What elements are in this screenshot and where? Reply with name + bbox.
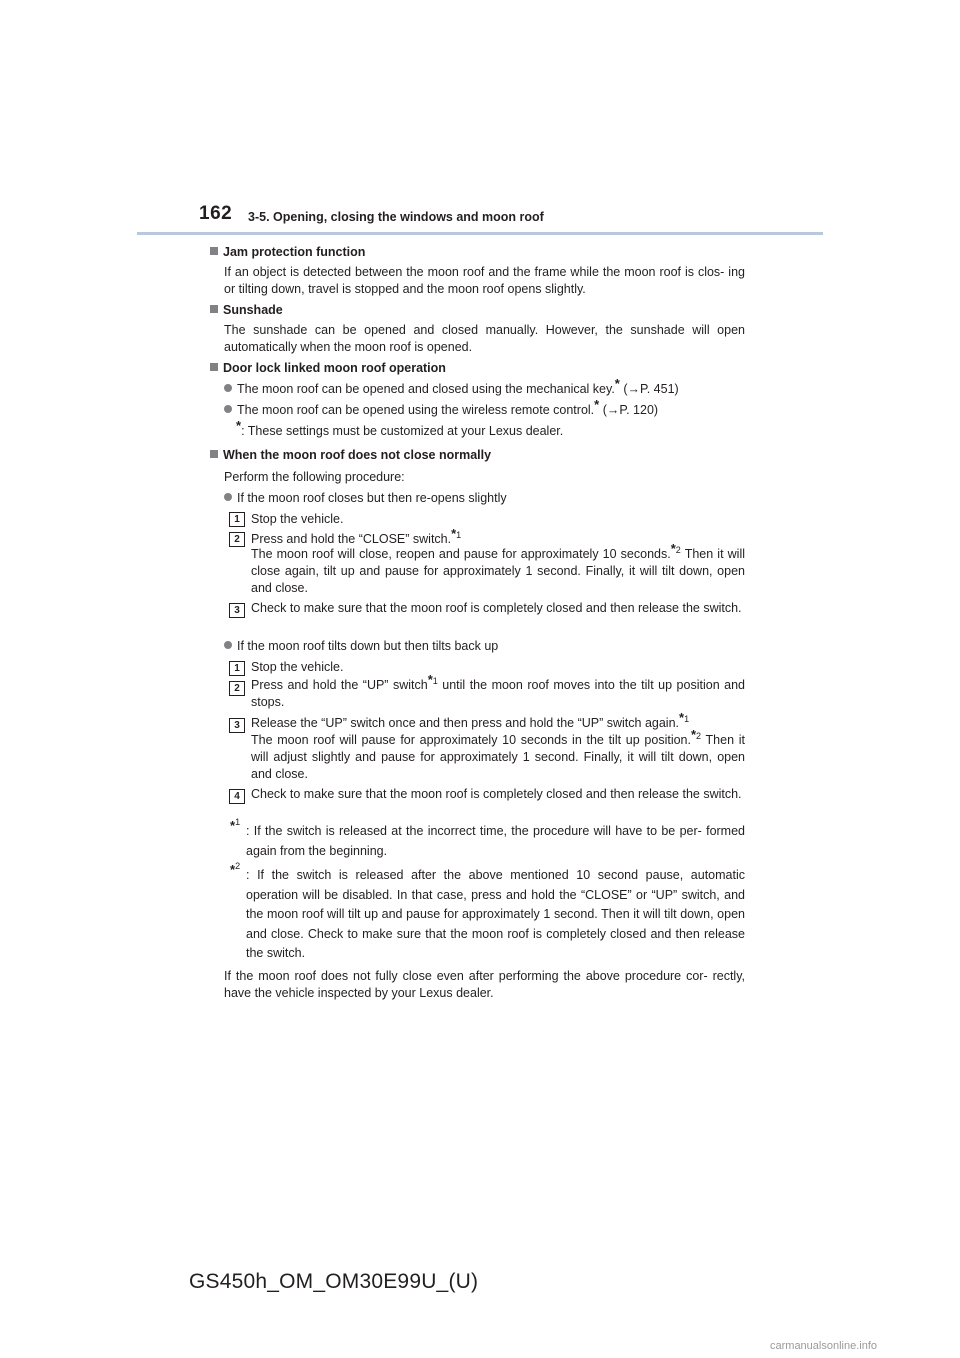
footnote-marker-1: *$^1$ bbox=[230, 817, 241, 833]
case-1-step-1: Stop the vehicle. bbox=[251, 512, 344, 526]
case-2-title: If the moon roof tilts down but then tilts back up bbox=[224, 637, 498, 655]
round-bullet-icon bbox=[224, 405, 232, 413]
door-lock-bullet-2: The moon roof can be opened using the wireless remote control.* (→P. 120) bbox=[224, 401, 658, 419]
round-bullet-icon bbox=[224, 493, 232, 501]
footnote-2: : If the switch is released after the above mentioned 10 second pause, automatic operation will be disabled. In that case, press and hold the “CLOSE” or “UP” switch, and the moon roof will tilt up and pause for approximately 1 second. Then it will tilt down, open and close. Check to make sure that the moon roof is completely closed and then release the switch. bbox=[246, 868, 745, 960]
case-1-step-3: Check to make sure that the moon roof is completely closed and then release the switch. bbox=[251, 601, 742, 615]
case-2-step-2: Press and hold the “UP” switch$^{*1}$ until the moon roof moves into the tilt up position and stops. bbox=[251, 671, 745, 709]
footnote-1: : If the switch is released at the incorrect time, the procedure will have to be per- formed again from the beginning. bbox=[246, 824, 745, 858]
section-title: 3-5. Opening, closing the windows and moon roof bbox=[248, 210, 544, 224]
round-bullet-icon bbox=[224, 384, 232, 392]
sunshade-heading: Sunshade bbox=[210, 301, 283, 319]
step-number-3: 3 bbox=[229, 603, 245, 618]
square-bullet-icon bbox=[210, 247, 218, 255]
square-bullet-icon bbox=[210, 363, 218, 371]
door-lock-heading: Door lock linked moon roof operation bbox=[210, 359, 446, 377]
step-number-1: 1 bbox=[229, 512, 245, 527]
case-1-step-2: Press and hold the “CLOSE” switch.$^{*1}$ bbox=[251, 525, 462, 546]
jam-protection-heading: Jam protection function bbox=[210, 243, 365, 261]
page-reference: (→P. 451) bbox=[623, 382, 679, 396]
door-lock-bullet-1: The moon roof can be opened and closed using the mechanical key.* (→P. 451) bbox=[224, 380, 679, 398]
case-2-step-4: Check to make sure that the moon roof is completely closed and then release the switch. bbox=[251, 787, 742, 801]
case-2-step-3-detail: The moon roof will pause for approximately 10 seconds in the tilt up position.$^{*2}$ Then it will adjust slightly and pause for approximately 1 second. Finally, it will tilt down, open and close. bbox=[251, 726, 746, 781]
case-1-step-2-detail: The moon roof will close, reopen and pause for approximately 10 seconds.$^{*2}$ Then it will close again, tilt up and pause for approximately 1 second. Finally, it will tilt down, open and close. bbox=[251, 540, 746, 595]
page-number: 162 bbox=[199, 203, 233, 224]
closing-text: If the moon roof does not fully close even after performing the above procedure cor- rectly, have the vehicle inspected by your Lexus dealer. bbox=[224, 969, 745, 1000]
footnote-marker-2: *$^2$ bbox=[230, 861, 241, 877]
document-code-footer: GS450h_OM_OM30E99U_(U) bbox=[189, 1270, 479, 1293]
jam-protection-text: If an object is detected between the moon roof and the frame while the moon roof is clos- ing or tilting down, travel is stopped and the moon roof opens slightly. bbox=[224, 265, 745, 296]
watermark: carmanualsonline.info bbox=[770, 1340, 878, 1352]
not-close-heading: When the moon roof does not close normally bbox=[210, 446, 491, 464]
header-divider bbox=[137, 232, 823, 235]
round-bullet-icon bbox=[224, 641, 232, 649]
step-number-1: 1 bbox=[229, 661, 245, 676]
step-number-2: 2 bbox=[229, 681, 245, 696]
sunshade-text: The sunshade can be opened and closed manually. However, the sunshade will open automatically when the moon roof is opened. bbox=[224, 323, 745, 354]
square-bullet-icon bbox=[210, 450, 218, 458]
step-number-2: 2 bbox=[229, 532, 245, 547]
page-reference: (→P. 120) bbox=[602, 403, 659, 417]
door-lock-footnote: *: These settings must be customized at your Lexus dealer. bbox=[236, 417, 564, 438]
case-2-step-3: Release the “UP” switch once and then press and hold the “UP” switch again.$^{*1}$ bbox=[251, 709, 690, 730]
procedure-intro: Perform the following procedure: bbox=[224, 470, 405, 484]
step-number-4: 4 bbox=[229, 789, 245, 804]
square-bullet-icon bbox=[210, 305, 218, 313]
case-1-title: If the moon roof closes but then re-opens slightly bbox=[224, 489, 507, 507]
step-number-3: 3 bbox=[229, 718, 245, 733]
case-2-step-1: Stop the vehicle. bbox=[251, 660, 344, 674]
